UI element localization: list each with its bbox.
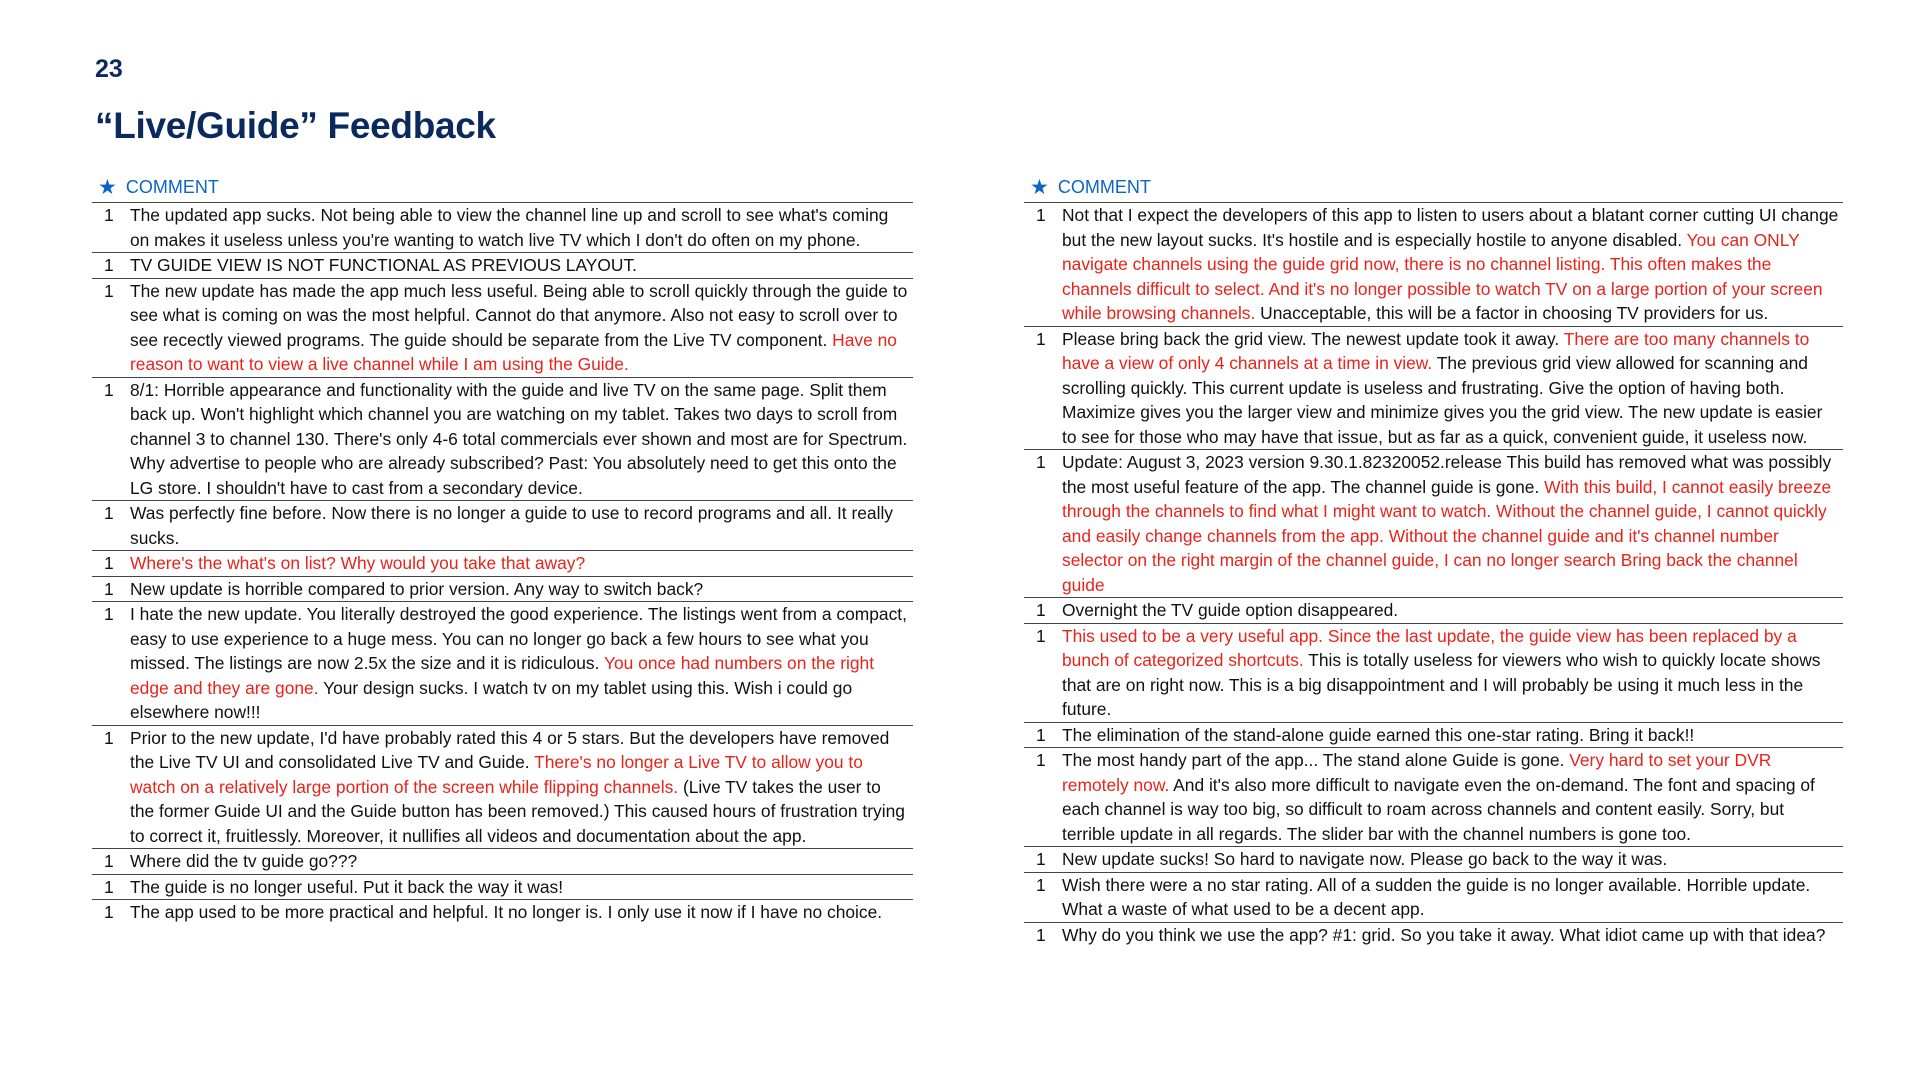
comment-count: 1 — [1036, 724, 1046, 745]
comment-text — [130, 577, 913, 602]
comment-text-segment: Wish there were a no star rating. All of a sudden the guide is no longer available. Horrible update. What a waste of what used to be a decent app. — [1062, 874, 1811, 919]
comment-text-segment: Prior to the new update, I'd have probably rated this 4 or 5 stars. But the developers have removed the Live TV UI and consolidated Live TV and Guide. — [130, 727, 890, 772]
comment-text-segment: Please bring back the grid view. The newest update took it away. — [1062, 328, 1564, 349]
star-icon: ★ — [1030, 175, 1049, 199]
comment-text-segment: Your design sucks. I watch tv on my tablet using this. Wish i could go elsewhere now!!! — [130, 677, 853, 722]
comment-text-segment: New update sucks! So hard to navigate now. Please go back to the way it was. — [1062, 849, 1668, 869]
comment-text — [130, 279, 913, 377]
comment-row — [1024, 748, 1843, 847]
comment-text — [130, 900, 913, 925]
comment-text-segment: The new update has made the app much less useful. Being able to scroll quickly through the guide to see what is coming on was the most helpful. Cannot do that anymore. Also not easy to scroll over to see recectly viewed programs. The guide should be separate from the Live TV component. — [130, 280, 908, 350]
comment-count: 1 — [104, 578, 114, 599]
comment-row — [92, 726, 913, 850]
comment-row — [92, 501, 913, 551]
comment-text — [1062, 873, 1843, 922]
comment-text-segment: Was perfectly fine before. Now there is no longer a guide to use to record programs and all. It really sucks. — [130, 503, 893, 548]
comment-count: 1 — [104, 727, 114, 748]
comment-text — [1062, 923, 1843, 948]
comment-text-segment: Why do you think we use the app? #1: grid. So you take it away. What idiot came up with that idea? — [1062, 924, 1826, 945]
comment-text — [130, 203, 913, 252]
comment-count: 1 — [1036, 205, 1046, 225]
comment-text — [130, 875, 913, 900]
comment-row — [92, 875, 913, 901]
comment-text — [130, 726, 913, 849]
comment-text-segment: This is totally useless for viewers who wish to quickly locate shows that are on right now. This is a big disappointment and I will probably be using it much less in the future. — [1062, 650, 1821, 719]
comment-count: 1 — [1036, 849, 1046, 869]
highlighted-text: You can ONLY navigate channels using the guide grid now, there is no channel listing. This often makes the channels difficult to select. And it's no longer possible to watch TV on a large portion of your screen while browsing channels. — [1062, 229, 1823, 323]
comment-text — [130, 378, 913, 501]
comment-count: 1 — [104, 503, 114, 523]
page-number: 23 — [95, 55, 123, 83]
comment-count: 1 — [104, 902, 114, 922]
highlighted-text: You once had numbers on the right edge and they are gone. — [130, 653, 875, 698]
comment-count: 1 — [1036, 750, 1046, 770]
column-header — [92, 172, 913, 203]
comment-count: 1 — [104, 205, 114, 225]
comment-count: 1 — [1036, 600, 1046, 620]
comment-text — [1062, 450, 1843, 597]
comment-text-segment: Where did the tv guide go??? — [130, 851, 358, 871]
comment-text-segment: 8/1: Horrible appearance and functionality with the guide and live TV on the same page. Split them back up. Won't highlight which channel you are watching on my tablet. Takes two days to scroll from channel 3 to channel 130. There's only 4-6 total commercials ever shown and most are for Spectrum. Why advertise to people who are already subscribed? Past: You absolutely need to get this onto the LG store. I shouldn't have to cast from a secondary device. — [130, 379, 908, 498]
comment-count: 1 — [104, 280, 114, 301]
comment-text-segment: I hate the new update. You literally destroyed the good experience. The listings went from a compact, easy to use experience to a huge mess. You can no longer go back a few hours to see what you missed. The listings are now 2.5x the size and it is ridiculous. — [130, 604, 907, 673]
comment-row — [92, 577, 913, 603]
comment-count: 1 — [1036, 452, 1046, 472]
page-title: “Live/Guide” Feedback — [95, 105, 496, 146]
comment-row — [1024, 847, 1843, 873]
comment-row — [92, 602, 913, 726]
comment-row — [92, 279, 913, 378]
column-header-label: COMMENT — [125, 176, 219, 197]
comment-text-segment: The updated app sucks. Not being able to view the channel line up and scroll to see what's coming on makes it useless unless you're wanting to watch live TV which I don't do often on my phone. — [130, 205, 889, 250]
comment-list — [1024, 203, 1843, 947]
comment-count: 1 — [1036, 328, 1046, 349]
comment-list — [92, 203, 913, 925]
comment-text-segment: The guide is no longer useful. Put it back the way it was! — [130, 876, 564, 897]
comment-count: 1 — [1036, 874, 1046, 895]
comment-text-segment: TV GUIDE VIEW IS NOT FUNCTIONAL AS PREVIOUS LAYOUT. — [130, 255, 637, 275]
comment-count: 1 — [1036, 924, 1046, 945]
comment-row — [1024, 327, 1843, 451]
comment-text-segment: And it's also more difficult to navigate even the on-demand. The font and spacing of each channel is way too big, so difficult to roam across channels and content easily. Sorry, but terrible update in all regards. The slider bar with the channel numbers is gone too. — [1062, 774, 1815, 844]
comment-count: 1 — [104, 379, 114, 400]
comment-row — [1024, 624, 1843, 723]
highlighted-text: There are too many channels to have a view of only 4 channels at a time in view. — [1062, 328, 1810, 373]
comment-text-segment: Overnight the TV guide option disappeared. — [1062, 600, 1399, 620]
comment-row — [1024, 450, 1843, 598]
comment-text-segment: The most handy part of the app... The stand alone Guide is gone. — [1062, 750, 1570, 770]
comment-column-right — [1024, 172, 1843, 947]
comment-row — [1024, 598, 1843, 624]
comment-count: 1 — [104, 851, 114, 871]
star-icon: ★ — [98, 175, 117, 199]
comment-text-segment: New update is horrible compared to prior version. Any way to switch back? — [130, 578, 704, 599]
column-header — [1024, 172, 1843, 203]
comment-row — [92, 849, 913, 875]
comment-row — [1024, 923, 1843, 948]
comment-column-left — [92, 172, 913, 925]
comment-text — [1062, 598, 1843, 623]
comment-text — [1062, 748, 1843, 846]
comment-count: 1 — [104, 255, 114, 275]
comment-text-segment: (Live TV takes the user to the former Guide UI and the Guide button has been removed.) This caused hours of frustration trying to correct it, fruitlessly. Moreover, it nullifies all videos and documentation about the app. — [130, 776, 905, 846]
comment-text-segment: The previous grid view allowed for scanning and scrolling quickly. This current update is useless and frustrating. Give the option of having both. Maximize gives you the larger view and minimize gives you the grid view. The new update is easier to see for those who may have that issue, but as far as a quick, convenient guide, it useless now. — [1062, 353, 1823, 447]
highlighted-text: With this build, I cannot easily breeze through the channels to find what I might want to watch. Without the channel guide, I cannot quickly and easily change channels from the app. Without the channel guide and it's channel number selector on the right margin of the channel guide, I can no longer search Bring back the channel guide — [1062, 476, 1832, 595]
comment-text — [1062, 203, 1843, 326]
comment-row — [92, 551, 913, 577]
comment-text-segment: Update: August 3, 2023 version 9.30.1.82320052.release This build has removed what was possibly the most useful feature of the app. The channel guide is gone. — [1062, 452, 1832, 497]
highlighted-text: There's no longer a Live TV to allow you to watch on a relatively large portion of the screen while flipping channels. — [130, 752, 863, 797]
comment-row — [92, 378, 913, 502]
comment-text — [1062, 327, 1843, 450]
highlighted-text: Very hard to set your DVR remotely now. — [1062, 750, 1772, 795]
comment-row — [1024, 723, 1843, 749]
column-header-label: COMMENT — [1057, 176, 1151, 197]
comment-row — [92, 253, 913, 279]
highlighted-text: This used to be a very useful app. Since the last update, the guide view has been replaced by a bunch of categorized shortcuts. — [1062, 625, 1797, 670]
comment-count: 1 — [104, 604, 114, 624]
comment-count: 1 — [104, 553, 114, 573]
comment-text-segment: Not that I expect the developers of this app to listen to users about a blatant corner cutting UI change but the new layout sucks. It's hostile and is especially hostile to anyone disabled. — [1062, 205, 1839, 250]
comment-text-segment: The app used to be more practical and helpful. It no longer is. I only use it now if I have no choice. — [130, 902, 883, 922]
comment-text — [1062, 624, 1843, 722]
comment-text — [1062, 723, 1843, 748]
comment-row — [1024, 873, 1843, 923]
comment-text-segment: The elimination of the stand-alone guide earned this one-star rating. Bring it back!! — [1062, 724, 1695, 745]
comment-row — [92, 900, 913, 925]
comment-text — [130, 253, 913, 278]
comment-count: 1 — [1036, 625, 1046, 646]
comment-row — [1024, 203, 1843, 327]
comment-text — [130, 501, 913, 550]
comment-row — [92, 203, 913, 253]
comment-text — [130, 551, 913, 576]
comment-count: 1 — [104, 876, 114, 897]
comment-text-segment: Unacceptable, this will be a factor in choosing TV providers for us. — [1255, 303, 1769, 323]
comment-text — [1062, 847, 1843, 872]
comment-text — [130, 602, 913, 725]
highlighted-text: Have no reason to want to view a live channel while I am using the Guide. — [130, 329, 897, 374]
comment-text — [130, 849, 913, 874]
highlighted-text: Where's the what's on list? Why would you take that away? — [130, 553, 586, 573]
